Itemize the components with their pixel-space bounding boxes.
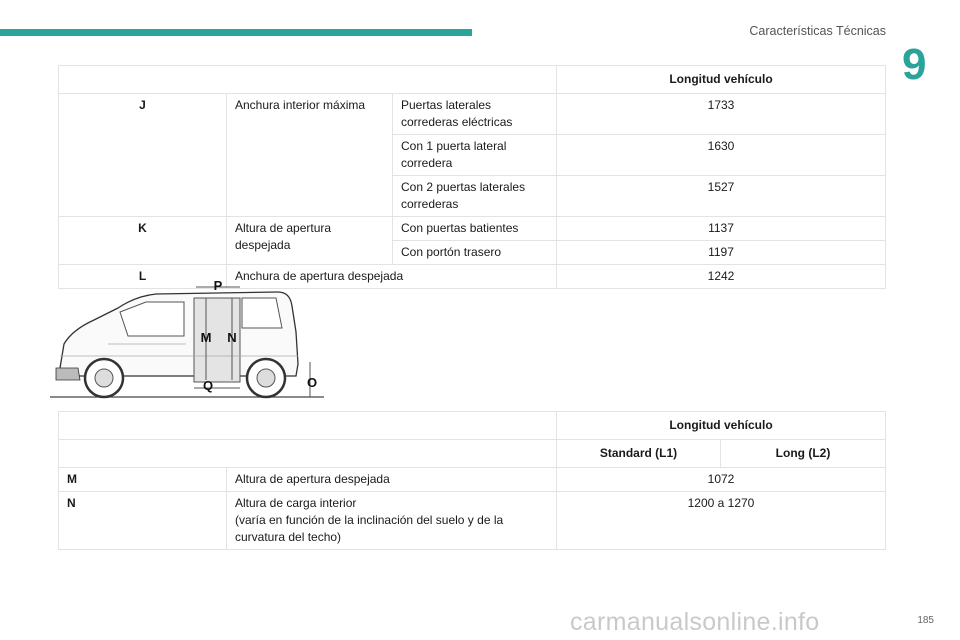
table-row	[59, 94, 886, 135]
dimension-note: (varía en función de la inclinación del suelo y de la curvatura del techo)	[235, 513, 504, 544]
watermark: carmanualsonline.info	[570, 608, 820, 636]
table-row	[59, 217, 886, 241]
dimension-label: Anchura interior máxima	[227, 94, 393, 217]
variant-label: Con 2 puertas laterales correderas	[393, 176, 557, 217]
column-header: Longitud vehículo	[557, 412, 886, 440]
variant-label: Con portón trasero	[393, 241, 557, 265]
page-number: 185	[917, 615, 934, 626]
chapter-number: 9	[902, 40, 927, 89]
dimensions-table-2	[58, 411, 886, 550]
dimension-value: 1242	[557, 265, 886, 289]
dimension-code: M	[59, 468, 227, 492]
dimension-code: K	[59, 217, 227, 265]
table-header-row	[59, 66, 886, 94]
dimension-value: 1527	[557, 176, 886, 217]
dimension-value: 1197	[557, 241, 886, 265]
dimension-value: 1630	[557, 135, 886, 176]
column-header-long: Long (L2)	[721, 440, 886, 468]
variant-label: Puertas laterales correderas eléctricas	[393, 94, 557, 135]
table-row	[59, 468, 886, 492]
dimension-code: N	[59, 492, 227, 550]
section-title: Características Técnicas	[749, 24, 886, 38]
dimension-value: 1200 a 1270	[557, 492, 886, 550]
diagram-label-p: P	[213, 278, 223, 293]
diagram-label-q: Q	[202, 378, 214, 393]
table-subheader-row	[59, 440, 886, 468]
dimension-code: J	[59, 94, 227, 217]
header-accent-bar	[0, 29, 472, 36]
variant-label: Con 1 puerta lateral corredera	[393, 135, 557, 176]
variant-label: Con puertas batientes	[393, 217, 557, 241]
dimensions-table-1	[58, 65, 886, 289]
dimension-label: Altura de apertura despejada	[227, 217, 393, 265]
column-header: Longitud vehículo	[557, 66, 886, 94]
van-dimension-diagram	[46, 276, 332, 404]
column-header-standard: Standard (L1)	[557, 440, 721, 468]
dimension-label: Altura de apertura despejada	[227, 468, 557, 492]
dimension-value: 1137	[557, 217, 886, 241]
dimension-label: Altura de carga interior	[235, 496, 357, 510]
table-header-row	[59, 412, 886, 440]
dimension-code: L	[59, 265, 227, 289]
dimension-value: 1072	[557, 468, 886, 492]
diagram-label-n: N	[227, 330, 237, 345]
dimension-value: 1733	[557, 94, 886, 135]
table-row	[59, 492, 886, 550]
dimension-label: Anchura de apertura despejada	[227, 265, 557, 289]
diagram-label-o: O	[306, 375, 318, 390]
diagram-label-m: M	[200, 330, 212, 345]
